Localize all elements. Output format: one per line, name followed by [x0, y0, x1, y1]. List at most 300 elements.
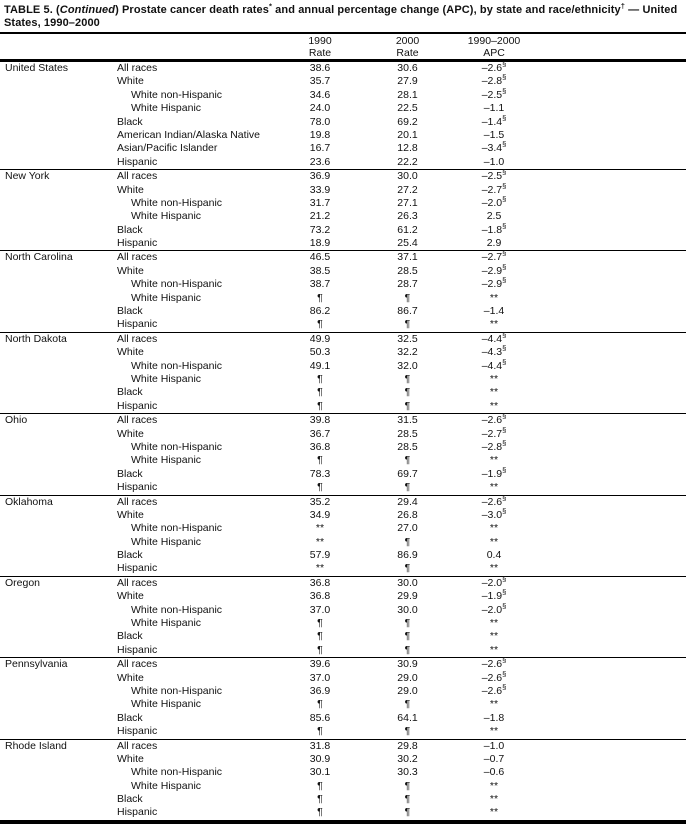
- row-filler: [537, 481, 686, 494]
- table-row: [0, 438, 686, 454]
- table-row: [0, 400, 686, 413]
- state-name: [0, 142, 112, 155]
- table-row: [0, 601, 686, 617]
- table-row: [0, 292, 686, 305]
- rate-1990-value: ¶: [317, 630, 323, 643]
- row-filler: [537, 644, 686, 657]
- apc-value: –2.6§: [481, 59, 507, 74]
- rate-1990-value: ¶: [317, 399, 323, 412]
- row-filler: [537, 766, 686, 779]
- state-name: [0, 481, 112, 494]
- row-filler: [537, 562, 686, 575]
- state-name: [0, 604, 112, 617]
- state-name: [0, 712, 112, 725]
- state-name: [0, 630, 112, 643]
- row-filler: [537, 142, 686, 155]
- rate-1990-value: 34.6: [309, 88, 331, 101]
- race-ethnicity-label: All races: [117, 332, 158, 345]
- section-oregon: [0, 576, 686, 657]
- state-name: [0, 685, 112, 698]
- footnote-dagger-marker: †: [620, 1, 626, 11]
- row-filler: [537, 753, 686, 766]
- row-filler: [537, 577, 686, 590]
- apc-value: –4.3§: [481, 343, 507, 359]
- table-row: [0, 587, 686, 603]
- state-name: [0, 224, 112, 237]
- significance-footnote-marker: §: [502, 425, 507, 435]
- race-ethnicity-label: White: [117, 346, 144, 359]
- row-filler: [537, 305, 686, 318]
- row-filler: [537, 685, 686, 698]
- state-name: United States: [5, 62, 69, 74]
- state-name: [0, 237, 112, 250]
- row-filler: [537, 468, 686, 481]
- state-name: [0, 793, 112, 806]
- table-row: [0, 740, 686, 753]
- apc-value: **: [489, 399, 499, 412]
- rate-2000-value: ¶: [404, 372, 411, 385]
- table-row: [0, 506, 686, 522]
- state-name: [0, 156, 112, 169]
- row-filler: [537, 509, 686, 522]
- row-filler: [537, 428, 686, 441]
- apc-value: **: [489, 318, 499, 331]
- race-ethnicity-label: Hispanic: [117, 562, 158, 575]
- race-ethnicity-label: White: [117, 752, 144, 765]
- state-name: [0, 278, 112, 291]
- rate-2000-value: 37.1: [397, 251, 418, 264]
- race-ethnicity-label: White non-Hispanic: [131, 88, 223, 101]
- rate-1990-value: 38.7: [309, 278, 331, 291]
- apc-value: **: [489, 535, 499, 548]
- rate-2000-value: ¶: [404, 793, 411, 806]
- significance-footnote-marker: §: [502, 587, 507, 597]
- table-row: [0, 113, 686, 129]
- significance-footnote-marker: §: [502, 438, 507, 448]
- state-name: Rhode Island: [5, 739, 67, 752]
- rate-1990-value: 78.3: [309, 467, 331, 480]
- rate-2000-value: ¶: [404, 617, 411, 630]
- significance-footnote-marker: §: [502, 669, 507, 679]
- rate-2000-value: 69.2: [397, 115, 418, 128]
- race-ethnicity-label: White: [117, 508, 144, 521]
- race-ethnicity-label: All races: [117, 62, 158, 74]
- rate-2000-value: 29.9: [397, 590, 418, 603]
- race-ethnicity-label: White: [117, 427, 144, 440]
- column-header-apc: [451, 35, 537, 58]
- rate-1990-value: 16.7: [309, 142, 331, 155]
- table-row: [0, 248, 686, 264]
- footnote-asterisk-marker: *: [269, 1, 273, 11]
- row-filler: [537, 360, 686, 373]
- apc-value: –2.6§: [481, 493, 507, 508]
- row-filler: [537, 698, 686, 711]
- state-name: [0, 468, 112, 481]
- apc-value: **: [489, 779, 499, 792]
- table-row: [0, 386, 686, 399]
- state-name: [0, 454, 112, 467]
- title-text-5: States, 1990–2000: [4, 17, 100, 29]
- apc-value: **: [489, 698, 499, 711]
- state-name: [0, 780, 112, 793]
- apc-value: –0.7: [483, 752, 505, 765]
- rate-2000-value: 26.8: [397, 508, 418, 521]
- table-row: [0, 698, 686, 711]
- rate-2000-value: ¶: [404, 318, 411, 331]
- race-ethnicity-label: Black: [117, 549, 143, 562]
- column-header-filler: [537, 35, 686, 58]
- race-ethnicity-label: All races: [117, 170, 158, 183]
- apc-value: –2.0§: [481, 574, 507, 589]
- rate-2000-value: ¶: [404, 481, 411, 494]
- rate-2000-value: 30.3: [397, 766, 418, 779]
- state-name: [0, 806, 112, 819]
- race-ethnicity-label: White Hispanic: [131, 617, 202, 630]
- apc-value: –1.8: [483, 711, 505, 724]
- section-north-carolina: [0, 250, 686, 331]
- row-filler: [537, 210, 686, 223]
- apc-value: –2.6§: [481, 655, 507, 671]
- table-row: [0, 411, 686, 427]
- rate-2000-value: 20.1: [397, 128, 418, 141]
- race-ethnicity-label: All races: [117, 658, 158, 671]
- table-row: [0, 210, 686, 223]
- table-row: [0, 72, 686, 88]
- rate-1990-value: 37.0: [309, 671, 331, 684]
- rate-1990-value: 24.0: [309, 102, 331, 115]
- apc-value: –2.0§: [481, 601, 507, 616]
- row-filler: [537, 414, 686, 427]
- bottom-rule: [0, 820, 686, 824]
- table-row: [0, 493, 686, 509]
- apc-value: –2.6§: [481, 669, 507, 684]
- table-row: [0, 194, 686, 210]
- race-ethnicity-label: Hispanic: [117, 806, 158, 819]
- row-filler: [537, 590, 686, 603]
- section-ohio: [0, 413, 686, 494]
- rate-1990-value: 35.2: [309, 495, 331, 508]
- rate-1990-value: ¶: [317, 291, 323, 304]
- row-filler: [537, 793, 686, 806]
- race-ethnicity-label: Asian/Pacific Islander: [117, 142, 218, 155]
- significance-footnote-marker: §: [502, 601, 507, 611]
- table-row: [0, 669, 686, 685]
- race-ethnicity-label: Black: [117, 711, 143, 724]
- rate-2000-value: ¶: [404, 725, 411, 738]
- table-row: [0, 318, 686, 331]
- apc-value: **: [489, 481, 499, 494]
- rate-2000-value: 30.0: [397, 170, 418, 183]
- race-ethnicity-label: Hispanic: [117, 155, 158, 168]
- apc-value: –4.4§: [481, 330, 507, 345]
- table-row: [0, 156, 686, 169]
- state-name: [0, 725, 112, 738]
- table-row: [0, 102, 686, 115]
- table-row: [0, 167, 686, 183]
- rate-1990-value: ¶: [317, 318, 323, 331]
- apc-value: –1.8§: [481, 221, 507, 236]
- rate-2000-value: 32.5: [397, 332, 418, 345]
- row-filler: [537, 251, 686, 264]
- apc-value: –0.6: [483, 766, 505, 779]
- table-row: [0, 139, 686, 155]
- apc-value: –2.9§: [481, 275, 507, 291]
- state-name: [0, 644, 112, 657]
- state-name: [0, 562, 112, 575]
- apc-value: 2.9: [486, 237, 502, 250]
- table-row: [0, 780, 686, 793]
- significance-footnote-marker: §: [502, 59, 507, 69]
- state-name: [0, 549, 112, 562]
- rate-1990-value: ¶: [317, 454, 323, 467]
- rate-2000-value: 64.1: [397, 711, 418, 724]
- state-name: [0, 102, 112, 115]
- race-ethnicity-label: White Hispanic: [131, 698, 202, 711]
- table-row: [0, 793, 686, 806]
- rate-2000-value: 28.5: [397, 427, 418, 440]
- apc-value: –2.7§: [481, 248, 507, 264]
- table-body: [0, 59, 686, 820]
- column-header-line-year: 2000: [395, 35, 420, 47]
- row-filler: [537, 536, 686, 549]
- rate-1990-value: 36.9: [309, 170, 331, 183]
- race-ethnicity-label: Hispanic: [117, 318, 158, 331]
- race-ethnicity-label: White non-Hispanic: [131, 766, 223, 779]
- apc-value: **: [489, 725, 499, 738]
- state-name: Oklahoma: [5, 495, 53, 508]
- race-ethnicity-label: White Hispanic: [131, 210, 202, 223]
- column-header-state-spacer: [0, 35, 112, 58]
- row-filler: [537, 129, 686, 142]
- rate-2000-value: ¶: [404, 643, 411, 656]
- apc-value: –2.9§: [481, 262, 507, 277]
- rate-1990-value: 57.9: [309, 549, 331, 562]
- rate-2000-value: ¶: [404, 630, 411, 643]
- race-ethnicity-label: Black: [117, 467, 143, 480]
- row-filler: [537, 806, 686, 819]
- rate-1990-value: 49.1: [309, 359, 331, 372]
- state-name: [0, 129, 112, 142]
- rate-1990-value: 85.6: [309, 711, 331, 724]
- row-filler: [537, 740, 686, 753]
- column-header-line-label: Rate: [308, 46, 332, 59]
- rate-1990-value: ¶: [317, 779, 323, 792]
- row-filler: [537, 224, 686, 237]
- significance-footnote-marker: §: [502, 181, 507, 191]
- rate-2000-value: 27.2: [397, 183, 418, 196]
- race-ethnicity-label: Black: [117, 630, 143, 643]
- table-row: [0, 522, 686, 535]
- rate-1990-value: **: [315, 562, 325, 575]
- rate-2000-value: 30.6: [397, 62, 418, 74]
- section-north-dakota: [0, 332, 686, 413]
- rate-1990-value: **: [315, 522, 325, 535]
- table-row: [0, 357, 686, 373]
- row-filler: [537, 170, 686, 183]
- title-text-1: TABLE 5. (: [4, 4, 60, 16]
- race-ethnicity-label: White non-Hispanic: [131, 684, 223, 697]
- race-ethnicity-label: White non-Hispanic: [131, 522, 223, 535]
- table-row: [0, 549, 686, 562]
- table-row: [0, 725, 686, 738]
- significance-footnote-marker: §: [502, 682, 507, 692]
- significance-footnote-marker: §: [502, 167, 507, 177]
- apc-value: –3.4§: [481, 139, 507, 155]
- race-ethnicity-label: White Hispanic: [131, 372, 202, 385]
- rate-1990-value: **: [315, 535, 325, 548]
- rate-1990-value: 39.8: [309, 414, 331, 427]
- rate-2000-value: 28.5: [397, 264, 418, 277]
- state-name: [0, 318, 112, 331]
- rate-1990-value: 78.0: [309, 115, 331, 128]
- rate-1990-value: 30.9: [309, 752, 331, 765]
- rate-2000-value: 30.0: [397, 603, 418, 616]
- rate-1990-value: 36.8: [309, 590, 331, 603]
- state-name: [0, 617, 112, 630]
- state-name: [0, 441, 112, 454]
- rate-1990-value: ¶: [317, 698, 323, 711]
- apc-value: **: [489, 522, 499, 535]
- race-ethnicity-label: All races: [117, 576, 158, 589]
- table-row: [0, 262, 686, 278]
- row-filler: [537, 318, 686, 331]
- apc-value: **: [489, 386, 499, 399]
- column-header-rate-2000: [364, 35, 451, 58]
- table-row: [0, 59, 686, 75]
- row-filler: [537, 292, 686, 305]
- race-ethnicity-label: All races: [117, 495, 158, 508]
- rate-2000-value: 26.3: [397, 210, 418, 223]
- row-filler: [537, 265, 686, 278]
- rate-2000-value: 28.1: [397, 88, 418, 101]
- table-row: [0, 425, 686, 441]
- rate-2000-value: 25.4: [397, 237, 418, 250]
- race-ethnicity-label: White: [117, 671, 144, 684]
- state-name: [0, 197, 112, 210]
- row-filler: [537, 278, 686, 291]
- race-ethnicity-label: White non-Hispanic: [131, 196, 223, 209]
- apc-value: **: [489, 562, 499, 575]
- row-filler: [537, 184, 686, 197]
- row-filler: [537, 672, 686, 685]
- table-row: [0, 644, 686, 657]
- rate-1990-value: ¶: [317, 617, 323, 630]
- race-ethnicity-label: Hispanic: [117, 643, 158, 656]
- race-ethnicity-label: Black: [117, 115, 143, 128]
- rate-1990-value: 37.0: [309, 603, 331, 616]
- column-headers: [0, 34, 686, 59]
- race-ethnicity-label: Hispanic: [117, 481, 158, 494]
- state-name: [0, 89, 112, 102]
- race-ethnicity-label: White Hispanic: [131, 535, 202, 548]
- table-row: [0, 465, 686, 481]
- significance-footnote-marker: §: [502, 194, 507, 204]
- race-ethnicity-label: White non-Hispanic: [131, 603, 223, 616]
- race-ethnicity-label: Black: [117, 793, 143, 806]
- row-filler: [537, 549, 686, 562]
- apc-value: **: [489, 372, 499, 385]
- row-filler: [537, 630, 686, 643]
- row-filler: [537, 604, 686, 617]
- rate-2000-value: 30.9: [397, 658, 418, 671]
- rate-1990-value: 18.9: [309, 237, 331, 250]
- table-row: [0, 655, 686, 671]
- rate-2000-value: 27.1: [397, 196, 418, 209]
- significance-footnote-marker: §: [502, 72, 507, 82]
- race-ethnicity-label: Hispanic: [117, 399, 158, 412]
- state-name: New York: [5, 170, 50, 183]
- state-name: [0, 400, 112, 413]
- rate-2000-value: ¶: [404, 806, 411, 819]
- state-name: [0, 386, 112, 399]
- column-header-rate-1990: [276, 35, 364, 58]
- apc-value: –1.1: [483, 102, 505, 115]
- rate-2000-value: 29.4: [397, 495, 418, 508]
- rate-1990-value: 33.9: [309, 183, 331, 196]
- rate-1990-value: 73.2: [309, 223, 331, 236]
- rate-2000-value: 29.0: [397, 684, 418, 697]
- rate-2000-value: 86.9: [397, 549, 418, 562]
- column-header-race-spacer: [112, 35, 276, 58]
- state-name: [0, 116, 112, 129]
- significance-footnote-marker: §: [502, 493, 507, 502]
- apc-value: **: [489, 630, 499, 643]
- race-ethnicity-label: Hispanic: [117, 237, 158, 250]
- significance-footnote-marker: §: [502, 330, 507, 340]
- significance-footnote-marker: §: [502, 343, 507, 353]
- apc-value: –2.8§: [481, 438, 507, 453]
- row-filler: [537, 496, 686, 509]
- table-row: [0, 86, 686, 102]
- rate-2000-value: 32.0: [397, 359, 418, 372]
- state-name: North Carolina: [5, 251, 73, 264]
- rate-2000-value: 28.5: [397, 440, 418, 453]
- state-name: Oregon: [5, 576, 41, 589]
- table-title: [0, 0, 686, 32]
- rate-1990-value: 36.8: [309, 576, 331, 589]
- row-filler: [537, 116, 686, 129]
- rate-2000-value: 69.7: [397, 467, 418, 480]
- rate-1990-value: ¶: [317, 793, 323, 806]
- rate-1990-value: 23.6: [309, 155, 331, 168]
- apc-value: 2.5: [486, 210, 502, 223]
- rate-1990-value: 36.9: [309, 684, 331, 697]
- title-continued-label: Continued: [59, 4, 116, 16]
- rate-2000-value: ¶: [404, 291, 411, 304]
- rate-1990-value: 30.1: [309, 766, 331, 779]
- rate-2000-value: 32.2: [397, 346, 418, 359]
- row-filler: [537, 712, 686, 725]
- race-ethnicity-label: Black: [117, 223, 143, 236]
- rate-2000-value: 31.5: [397, 414, 418, 427]
- apc-value: **: [489, 454, 499, 467]
- significance-footnote-marker: §: [502, 262, 507, 272]
- apc-value: **: [489, 291, 499, 304]
- significance-footnote-marker: §: [502, 139, 507, 149]
- significance-footnote-marker: §: [502, 113, 507, 123]
- row-filler: [537, 333, 686, 346]
- state-name: [0, 428, 112, 441]
- table-row: [0, 181, 686, 197]
- rate-2000-value: 22.5: [397, 102, 418, 115]
- table-row: [0, 305, 686, 318]
- race-ethnicity-label: White Hispanic: [131, 779, 202, 792]
- table-row: [0, 237, 686, 250]
- table-row: [0, 330, 686, 346]
- apc-value: **: [489, 806, 499, 819]
- apc-value: –1.0: [483, 155, 505, 168]
- rate-1990-value: 31.7: [309, 196, 331, 209]
